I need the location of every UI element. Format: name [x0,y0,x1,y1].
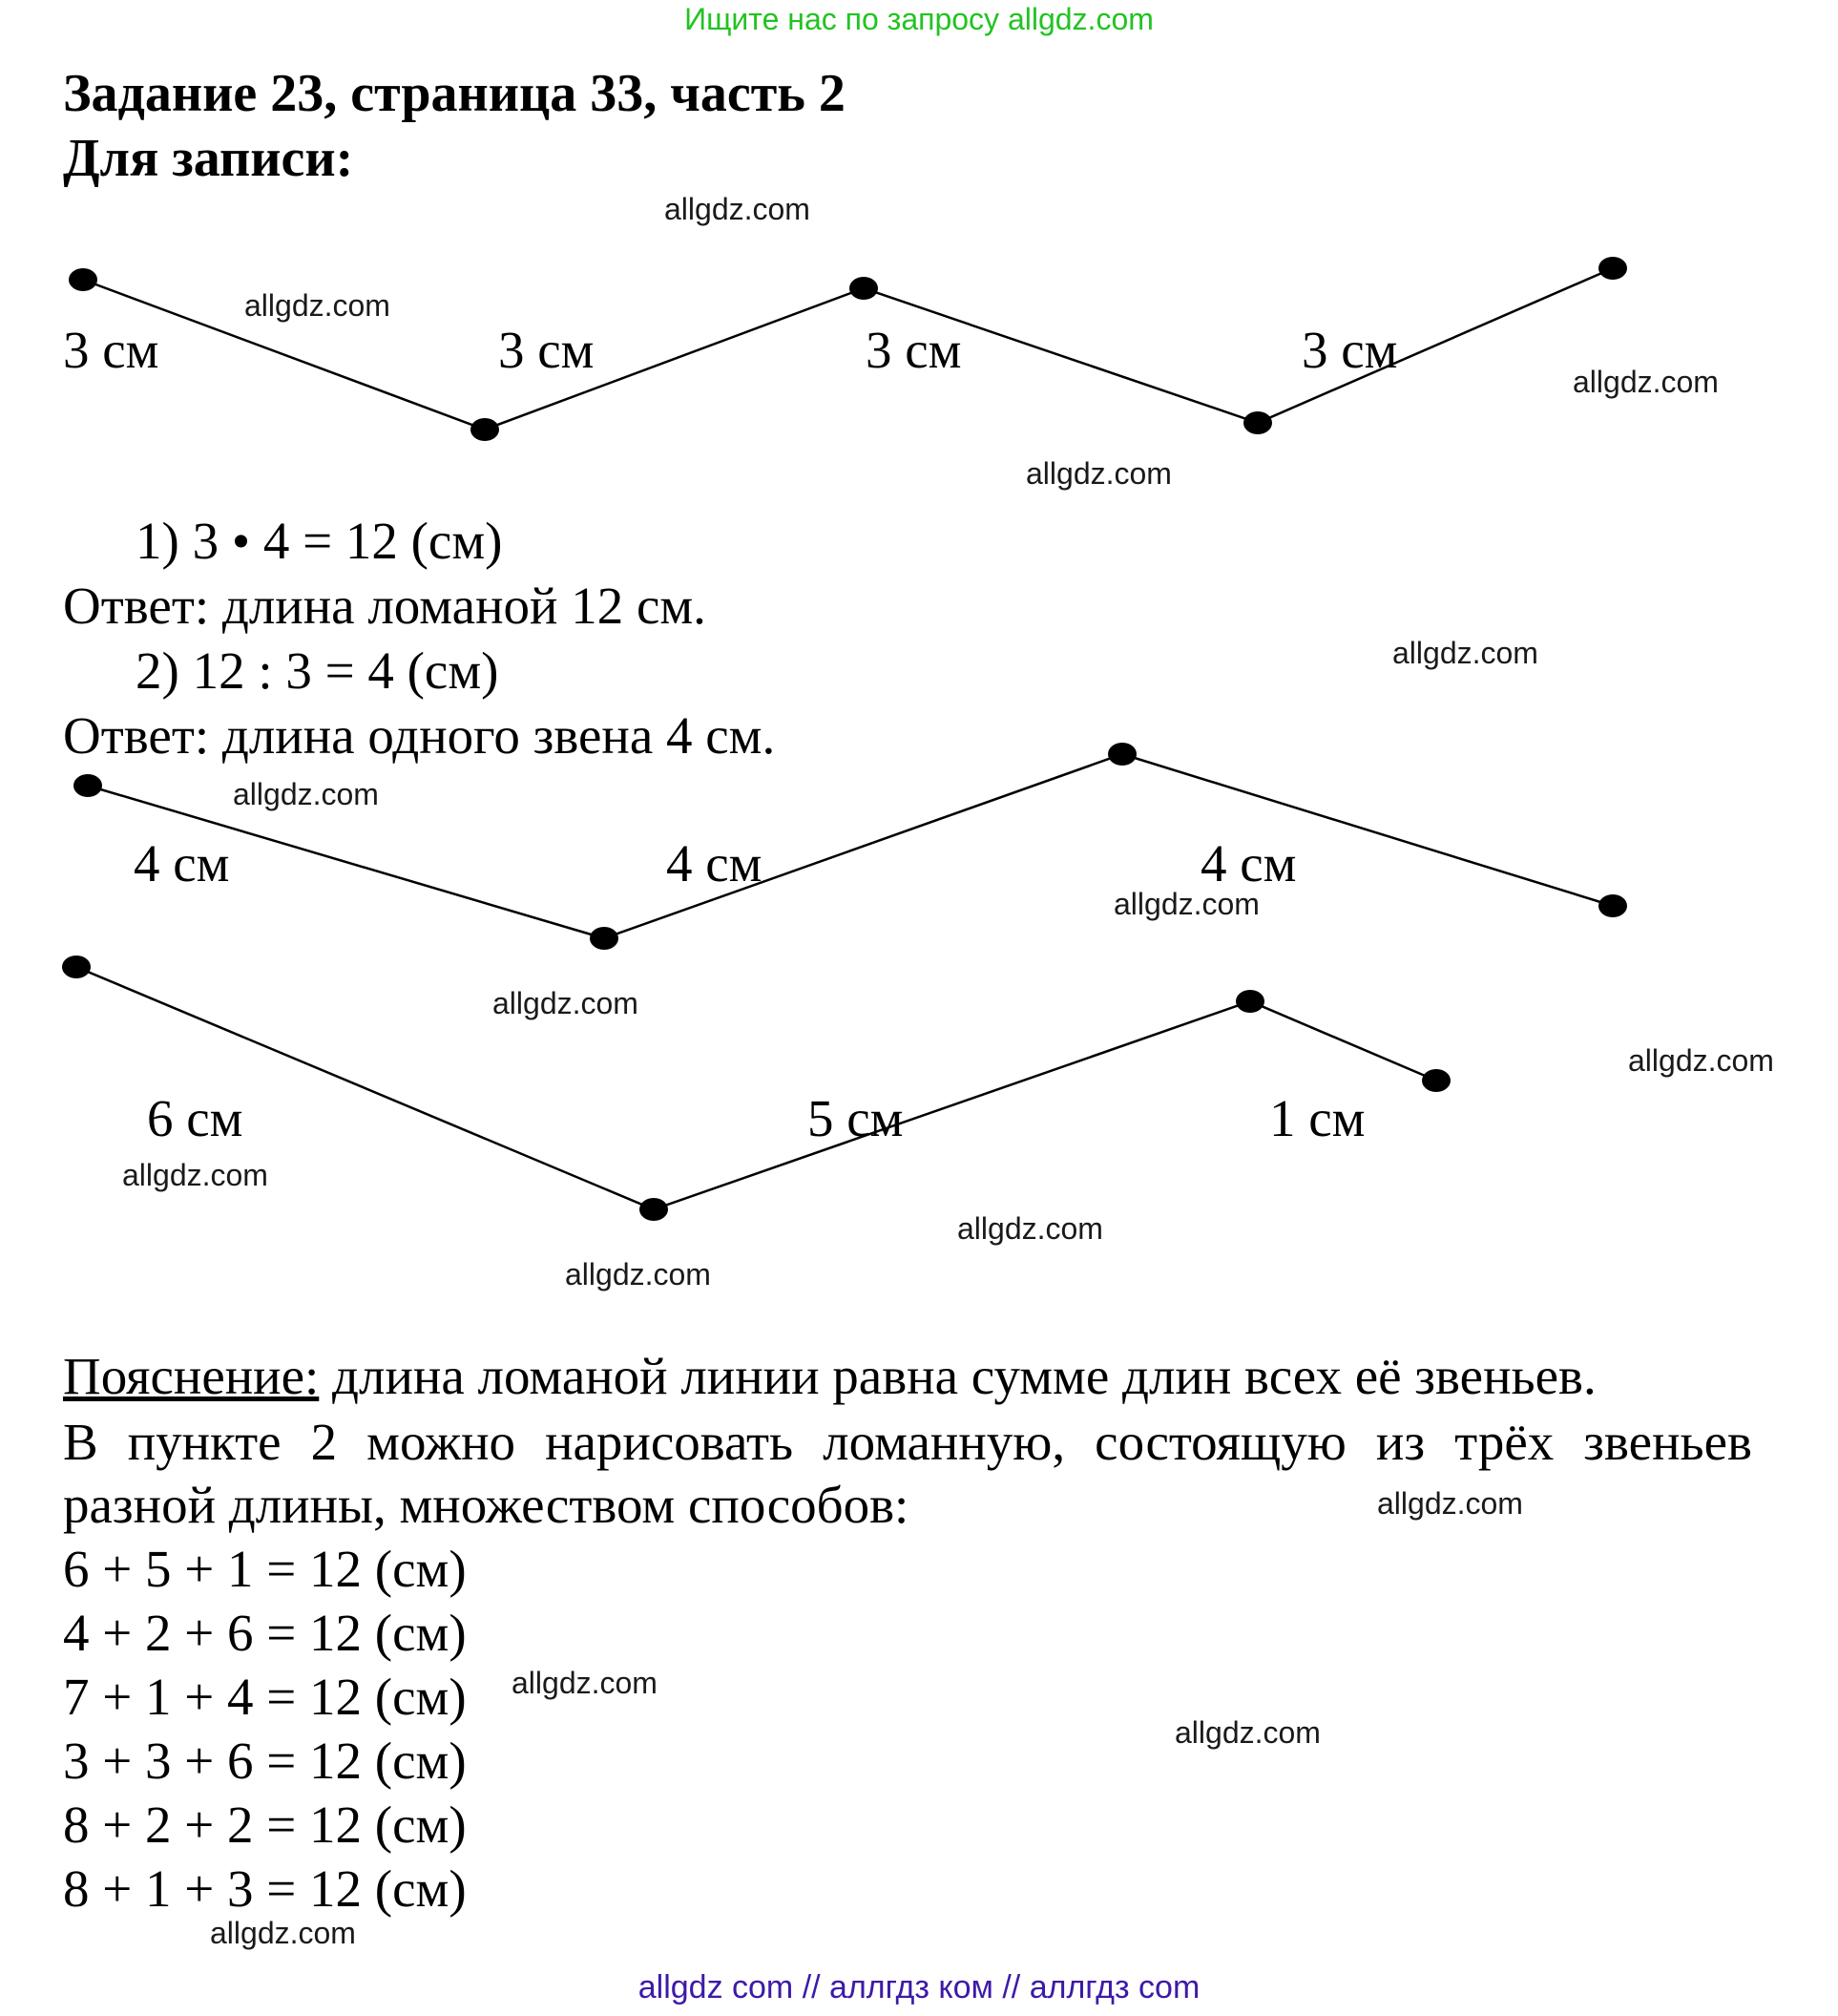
watermark: allgdz.com [244,288,390,323]
segment-length-label: 3 см [866,321,962,379]
site-search-hint[interactable]: Ищите нас по запросу allgdz.com [684,2,1154,36]
watermark: allgdz.com [565,1257,711,1292]
watermark: allgdz.com [122,1158,268,1192]
explanation-text: длина ломаной линии равна сумме длин всех её звеньев. [319,1347,1597,1405]
vertex-point [590,927,618,950]
equation: 8 + 1 + 3 = 12 (см) [63,1859,467,1918]
page-title: Задание 23, страница 33, часть 2 [63,64,846,123]
vertex-point [1422,1069,1451,1092]
equation: 8 + 2 + 2 = 12 (см) [63,1796,467,1854]
answer-2: Ответ: длина одного звена 4 см. [63,706,776,765]
watermark: allgdz.com [512,1666,658,1700]
explanation-line-1 [63,1346,1597,1406]
vertex-point [849,277,878,300]
watermark: allgdz.com [1392,636,1538,670]
equation: 7 + 1 + 4 = 12 (см) [63,1668,467,1726]
watermark: allgdz.com [1175,1715,1321,1750]
watermark: allgdz.com [664,192,810,226]
equation: 3 + 3 + 6 = 12 (см) [63,1732,467,1790]
vertex-point [639,1198,668,1221]
solution-step-2: 2) 12 : 3 = 4 (см) [136,641,499,700]
watermark: allgdz.com [210,1916,356,1950]
footer-site-names[interactable]: allgdz com // аллгдз ком // аллгдз com [637,1969,1201,2006]
vertex-point [1108,743,1137,766]
segment-length-label: 5 см [807,1089,904,1147]
explanation-heading: Пояснение: [63,1347,320,1405]
watermark: allgdz.com [492,986,638,1020]
vertex-point [69,268,97,291]
segment-length-label: 3 см [1302,321,1398,379]
vertex-point [1598,257,1627,280]
segment-length-label: 4 см [134,834,230,892]
watermark: allgdz.com [233,777,379,811]
segment-length-label: 6 см [147,1089,243,1147]
vertex-point [1236,990,1264,1013]
vertex-point [470,418,499,441]
solution-step-1: 1) 3 • 4 = 12 (см) [136,512,503,570]
watermark: allgdz.com [1377,1486,1523,1521]
equation: 4 + 2 + 6 = 12 (см) [63,1604,467,1662]
vertex-point [73,774,102,797]
watermark: allgdz.com [957,1211,1103,1246]
equation: 6 + 5 + 1 = 12 (см) [63,1540,467,1598]
vertex-point [1243,411,1272,434]
segment-length-label: 4 см [1201,834,1297,892]
polyline-3-different-segments-vertices [62,956,1451,1221]
watermark: allgdz.com [1628,1043,1774,1078]
segment-length-label: 3 см [63,321,159,379]
segment-length-label: 4 см [666,834,762,892]
polyline-3-different-segments [76,967,1436,1209]
answer-1: Ответ: длина ломаной 12 см. [63,577,706,635]
vertex-point [1598,894,1627,917]
watermark: allgdz.com [1114,887,1260,921]
segment-length-label: 3 см [498,321,595,379]
section-subtitle: Для записи: [63,129,354,188]
segment-length-label: 1 см [1269,1089,1366,1147]
vertex-point [62,956,91,978]
polyline-3-equal-segments-vertices [73,743,1627,950]
watermark: allgdz.com [1026,456,1172,491]
watermark: allgdz.com [1573,365,1719,399]
explanation-paragraph: В пункте 2 можно нарисовать ломанную, состоящую из трёх звеньев разной длины, множеством способов: [63,1413,1752,1534]
